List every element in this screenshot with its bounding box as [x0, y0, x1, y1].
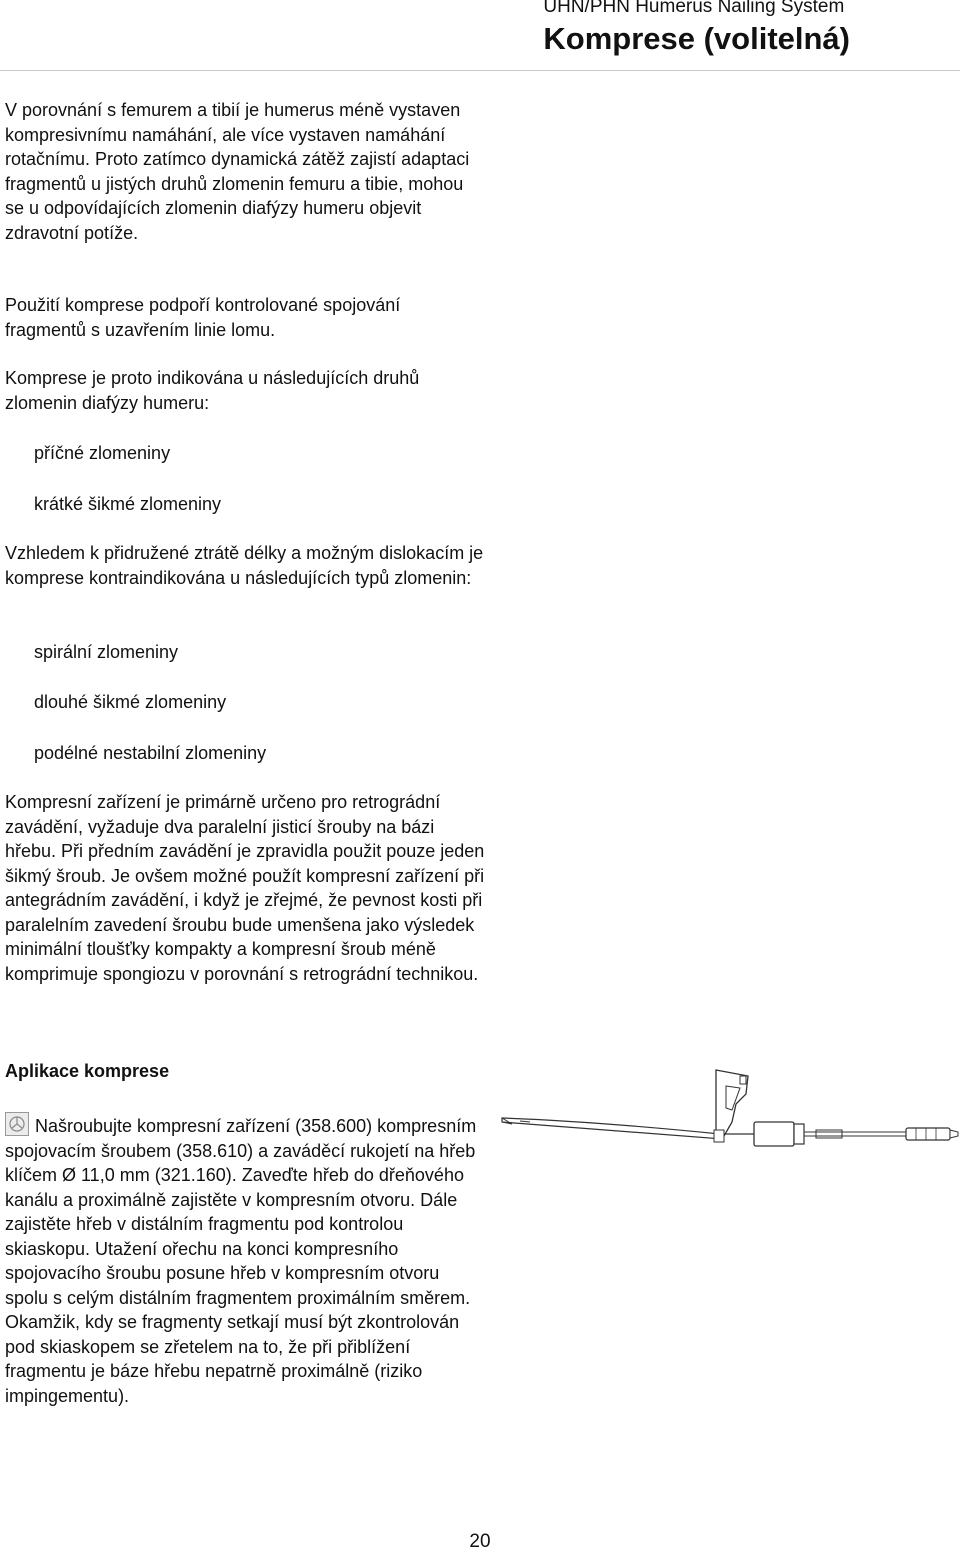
header-subtitle: UHN/PHN Humerus Nailing System — [543, 0, 845, 17]
list-item: dlouhé šikmé zlomeniny — [34, 692, 227, 712]
paragraph-intro: V porovnání s femurem a tibií je humerus méně vystaven kompresivnímu namáhání, ale více vystaven namáhání rotačnímu. Proto zatímco dynamická zátěž zajistí adaptaci fragmentů u jistých druhů zlomenin femuru a tibie, mohou se u odpovídajících zlomenin diafýzy humeru objevit zdravotní potíže. — [5, 100, 470, 243]
section-title: Aplikace komprese — [5, 1061, 170, 1081]
paragraph-contraindications: Vzhledem k přidružené ztrátě délky a možným dislokacím je komprese kontraindikována u následujících typů zlomenin: — [5, 543, 484, 588]
instruction-paragraph: Našroubujte kompresní zařízení (358.600) kompresním spojovacím šroubem (358.610) a zaváděcí rukojetí na hřeb klíčem Ø 11,0 mm (321.160). Zaveďte hřeb do dřeňového kanálu a proximálně zajistěte v kompresním otvoru. Dále zajistěte hřeb v distálním fragmentu pod kontrolou skiaskopu. Utažení ořechu na konci kompresního spojovacího šroubu posune hřeb v kompresním otvoru spolu s celým distálním fragmentem proximálním směrem. Okamžik, kdy se fragmenty setkají musí být zkontrolován pod skiaskopem se zřetelem na to, že při přiblížení fragmentu je báze hřebu nepatrně proximálně (riziko impingementu). — [5, 1112, 485, 1408]
list-item: příčné zlomeniny — [34, 443, 171, 463]
paragraph-device-usage: Kompresní zařízení je primárně určeno pro retrográdní zavádění, vyžaduje dva paralelní jisticí šrouby na bázi hřebu. Při předním zavádění je zpravidla použit pouze jeden šikmý šroub. Je ovšem možné použít kompresní zařízení při antegrádním zavádění, i když je zřejmé, že pevnost kosti při paralelním zavedení šroubu bude umenšena jako výsledek minimální tloušťky kompakty a kompresní šroub méně komprimuje spongiozu v porovnání s retrográdní technikou. — [5, 792, 485, 984]
list-item: spirální zlomeniny — [34, 642, 179, 662]
compression-device-illustration — [500, 1060, 960, 1160]
page-header — [543, 0, 850, 58]
instrument-icon — [5, 1112, 29, 1136]
list-item: podélné nestabilní zlomeniny — [34, 743, 267, 763]
header-title: Komprese (volitelná) — [543, 21, 850, 56]
paragraph-compression-benefit: Použití komprese podpoří kontrolované spojování fragmentů s uzavřením linie lomu. — [5, 295, 401, 340]
list-item: krátké šikmé zlomeniny — [34, 494, 222, 514]
header-divider — [0, 70, 960, 71]
paragraph-indications: Komprese je proto indikována u následujících druhů zlomenin diafýzy humeru: — [5, 368, 420, 413]
page-number: 20 — [469, 1531, 491, 1552]
